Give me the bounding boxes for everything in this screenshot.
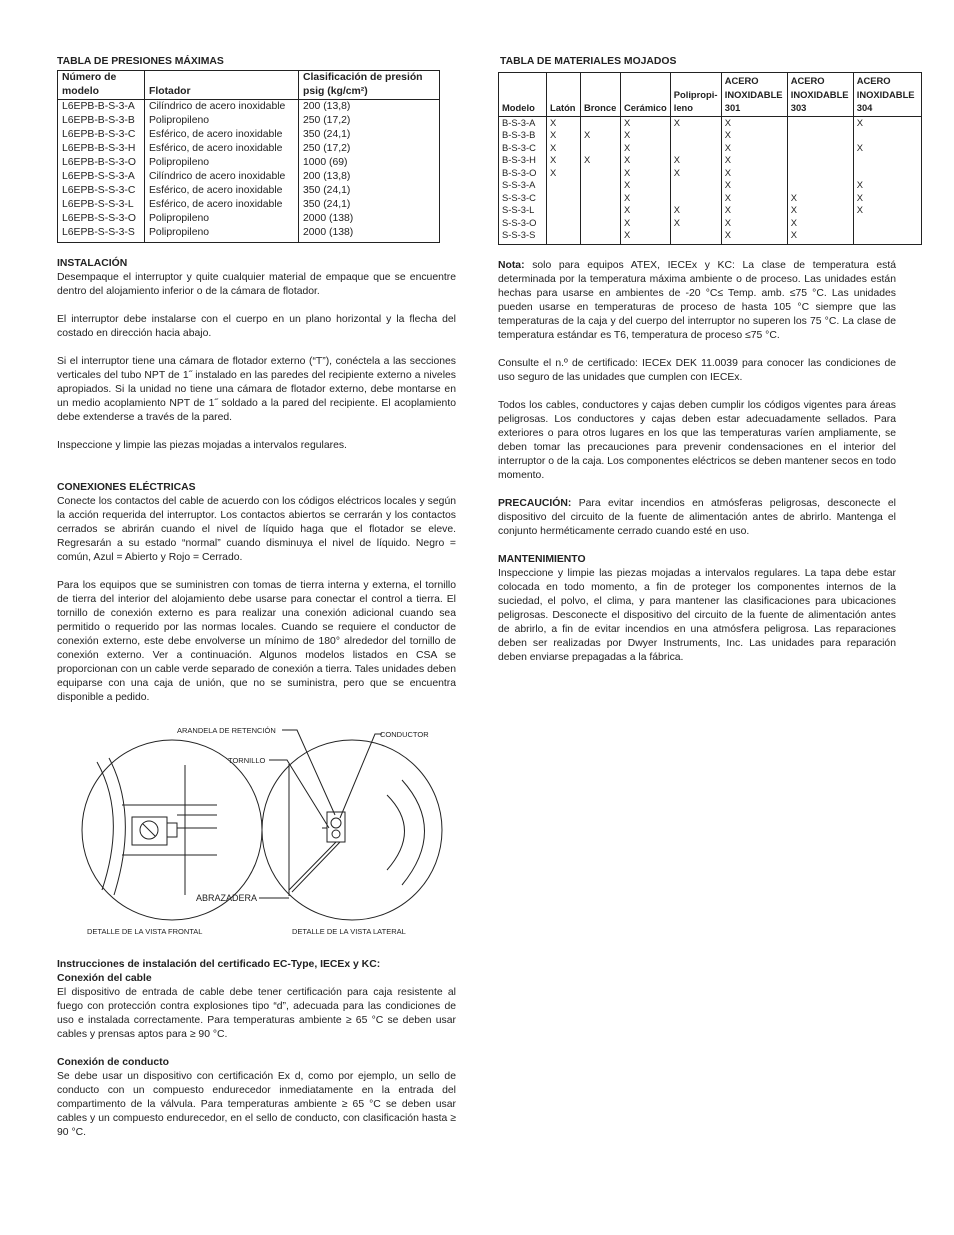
table-cell: Polipropileno <box>145 156 299 170</box>
materials-table-title: TABLA DE MATERIALES MOJADOS <box>500 56 677 67</box>
table-cell: Cilíndrico de acero inoxidable <box>145 100 299 115</box>
table-cell: 350 (24,1) <box>299 198 440 212</box>
table-cell: X <box>621 154 671 167</box>
installation-heading: INSTALACIÓN <box>57 258 128 269</box>
table-cell: X <box>787 192 853 205</box>
table-cell: S-S-3-C <box>499 192 547 205</box>
certificate-p2: Se debe usar un dispositivo con certificación Ex d, como por ejemplo, un sello de conducto con un compuesto endurecedor inmediatamente en la entrada del compartimento de la válvula. Para temperaturas ambiente ≥ 65 °C se deben usar cables y un compuesto endurecedor, en el sello de conducto, con clasificación hasta ≥ 90 °C. <box>57 1071 456 1138</box>
certificate-section <box>57 958 456 1140</box>
table-cell: X <box>581 129 621 142</box>
table-row <box>58 156 440 170</box>
header-acero-301: ACERO INOXIDABLE 301 <box>721 73 787 117</box>
clamp-line <box>289 842 336 890</box>
table-cell: 1000 (69) <box>299 156 440 170</box>
table-cell: L6EPB-S-S-3-L <box>58 198 145 212</box>
table-cell: Polipropileno <box>145 212 299 226</box>
table-row <box>58 114 440 128</box>
table-row <box>499 129 922 142</box>
table-cell <box>547 204 581 217</box>
table-row <box>58 142 440 156</box>
front-housing-curve-inner <box>109 758 125 895</box>
pressure-table-header <box>58 71 440 100</box>
side-housing-arc-inner <box>387 795 405 870</box>
certificate-sub1: Conexión del cable <box>57 973 152 984</box>
table-cell <box>547 179 581 192</box>
table-cell: X <box>670 116 721 129</box>
label-washer: ARANDELA DE RETENCIÓN <box>177 726 276 735</box>
table-cell: B-S-3-O <box>499 167 547 180</box>
left-column <box>57 55 456 705</box>
table-cell <box>787 179 853 192</box>
table-row <box>499 229 922 244</box>
header-ceramico: Cerámico <box>621 73 671 117</box>
clamp-line-2 <box>292 842 340 892</box>
table-cell: X <box>721 229 787 244</box>
table-row <box>58 128 440 142</box>
table-cell: X <box>547 129 581 142</box>
table-cell: X <box>721 129 787 142</box>
table-cell: 200 (13,8) <box>299 100 440 115</box>
table-cell <box>547 192 581 205</box>
certificate-heading: Instrucciones de instalación del certificado EC-Type, IECEx y KC: <box>57 959 381 970</box>
front-housing-curve <box>97 762 113 890</box>
header-pressure: Clasificación de presión psig (kg/cm²) <box>299 71 440 100</box>
table-cell <box>853 154 921 167</box>
table-cell: B-S-3-A <box>499 116 547 129</box>
table-row <box>499 167 922 180</box>
certificate-p1: El dispositivo de entrada de cable debe tener certificación para caja resistente al fuego con protección contra explosiones tipo “d”, adecuada para las condiciones de uso e instalada correctamente. Para temperaturas ambiente ≥ 65 °C se deben usar cables y prensas aptos para ≥ 90 °C. <box>57 987 456 1040</box>
table-cell: X <box>670 217 721 230</box>
table-cell: X <box>621 217 671 230</box>
grounding-figure <box>57 720 457 945</box>
table-row <box>58 198 440 212</box>
grounding-diagram <box>57 720 457 945</box>
caption-side: DETALLE DE LA VISTA LATERAL <box>292 927 406 936</box>
table-cell <box>787 129 853 142</box>
header-laton: Latón <box>547 73 581 117</box>
caution-paragraph <box>498 497 896 539</box>
installation-p1: Desempaque el interruptor y quite cualquier material de empaque que se encuentre dentro del alojamiento inferior o de la cámara de flotador. <box>57 272 456 297</box>
pressure-table-body <box>58 100 440 243</box>
table-cell: X <box>721 167 787 180</box>
table-cell <box>787 142 853 155</box>
table-cell: S-S-3-L <box>499 204 547 217</box>
cables-paragraph: Todos los cables, conductores y cajas deben cumplir los códigos vigentes para áreas peligrosas. Los conductores y cajas deben estar adecuadamente sellados. Para exteriores o para otros lugares en los que las temperaturas varíen ampliamente, se deben tomar las precauciones para prevenir condensaciones en el interior del interruptor o de la caja. Los componentes eléctricos se deben mantener secos en todo momento. <box>498 399 896 481</box>
table-cell: X <box>787 217 853 230</box>
label-clamp: ABRAZADERA <box>196 893 258 903</box>
pressure-table-title: TABLA DE PRESIONES MÁXIMAS <box>57 56 224 67</box>
table-cell <box>581 229 621 244</box>
table-cell: X <box>721 142 787 155</box>
table-cell: X <box>853 192 921 205</box>
materials-table-body <box>499 116 922 244</box>
table-row <box>58 184 440 198</box>
table-cell: X <box>853 179 921 192</box>
table-cell: 2000 (138) <box>299 212 440 226</box>
table-cell: B-S-3-B <box>499 129 547 142</box>
table-cell: X <box>787 229 853 244</box>
header-model: Número de modelo <box>58 71 145 100</box>
table-cell: X <box>581 154 621 167</box>
table-cell: X <box>853 142 921 155</box>
table-cell: L6EPB-B-S-3-O <box>58 156 145 170</box>
table-cell <box>581 192 621 205</box>
materials-table <box>498 72 922 245</box>
table-cell: Esférico, de acero inoxidable <box>145 128 299 142</box>
table-cell: Esférico, de acero inoxidable <box>145 184 299 198</box>
table-cell: X <box>721 217 787 230</box>
caption-front: DETALLE DE LA VISTA FRONTAL <box>87 927 203 936</box>
table-cell: X <box>621 204 671 217</box>
table-cell: 250 (17,2) <box>299 142 440 156</box>
table-cell <box>547 217 581 230</box>
installation-p2: El interruptor debe instalarse con el cuerpo en un plano horizontal y la flecha del costado en dirección hacia abajo. <box>57 314 456 339</box>
electrical-p1: Conecte los contactos del cable de acuerdo con los códigos eléctricos locales y según la acción requerida del interruptor. Los contactos abiertos se cerrarán y los contactos cerrados se abrirán cuando el nivel de líquido haga que el flotador se eleve. Regresarán a su estado “normal” cuando disminuya el nivel de líquido. Negro = común, Azul = Abierto y Rojo = Cerrado. <box>57 496 456 563</box>
maintenance-p1: Inspeccione y limpie las piezas mojadas a intervalos regulares. La tapa debe estar colocada en todo momento, a fin de proteger los componentes internos de la suciedad, el polvo, el clima, y para mantener las clasificaciones para ubicaciones peligrosas. Desconecte el dispositivo del circuito de la fuente de alimentación antes de abrirlo, a fin de evitar incendios en una atmósfera peligrosa. Las reparaciones deben ser realizadas por Dwyer Instruments, Inc. Las unidades para reparación deben enviarse prepagadas a la fábrica. <box>498 567 896 663</box>
table-cell: X <box>547 142 581 155</box>
leader-screw <box>269 760 329 828</box>
pressure-table <box>57 70 440 243</box>
table-cell: X <box>853 116 921 129</box>
table-cell <box>670 142 721 155</box>
table-cell <box>670 129 721 142</box>
table-cell: S-S-3-O <box>499 217 547 230</box>
table-cell: X <box>721 204 787 217</box>
table-cell <box>853 229 921 244</box>
note-label: Nota: <box>498 259 525 271</box>
table-cell <box>853 167 921 180</box>
table-cell: L6EPB-B-S-3-B <box>58 114 145 128</box>
header-acero-303: ACERO INOXIDABLE 303 <box>787 73 853 117</box>
table-cell <box>581 142 621 155</box>
table-cell <box>581 179 621 192</box>
label-conductor: CONDUCTOR <box>380 730 429 739</box>
certificate-sub2: Conexión de conducto <box>57 1057 169 1068</box>
table-cell <box>547 229 581 244</box>
table-cell: X <box>787 204 853 217</box>
table-cell: 250 (17,2) <box>299 114 440 128</box>
right-column <box>498 55 915 665</box>
table-cell <box>670 179 721 192</box>
table-cell: S-S-3-S <box>499 229 547 244</box>
side-screw-icon <box>331 818 341 828</box>
caution-label: PRECAUCIÓN: <box>498 497 572 509</box>
table-row <box>499 217 922 230</box>
table-row <box>499 204 922 217</box>
table-cell: 2000 (138) <box>299 226 440 243</box>
front-screw-slot <box>143 824 155 836</box>
table-row <box>499 142 922 155</box>
side-washer-icon <box>332 830 340 838</box>
table-cell: X <box>621 116 671 129</box>
table-row <box>499 154 922 167</box>
table-cell: Esférico, de acero inoxidable <box>145 198 299 212</box>
table-cell: X <box>621 167 671 180</box>
table-cell <box>670 229 721 244</box>
installation-p3: Si el interruptor tiene una cámara de flotador externo (“T”), conéctela a las secciones verticales del tubo NPT de 1˝ instalado en las paredes del recipiente externo a niveles apropiados. Si la unidad no tiene una cámara de flotador externo, debe montarse en un medio acoplamiento NPT de 1˝ soldado a la pared del recipiente. El acoplamiento debe extenderse a través de la pared. <box>57 356 456 423</box>
table-cell: Cilíndrico de acero inoxidable <box>145 170 299 184</box>
table-cell: X <box>721 154 787 167</box>
table-row <box>499 192 922 205</box>
header-bronce: Bronce <box>581 73 621 117</box>
table-cell: X <box>721 179 787 192</box>
table-cell <box>670 192 721 205</box>
side-housing-arc <box>402 780 425 885</box>
table-cell: X <box>547 154 581 167</box>
table-cell: L6EPB-S-S-3-C <box>58 184 145 198</box>
table-cell <box>581 116 621 129</box>
table-cell <box>581 217 621 230</box>
table-cell: X <box>621 129 671 142</box>
table-cell: Esférico, de acero inoxidable <box>145 142 299 156</box>
table-cell: 350 (24,1) <box>299 128 440 142</box>
note-paragraph <box>498 259 896 343</box>
electrical-heading: CONEXIONES ELÉCTRICAS <box>57 482 196 493</box>
table-cell: L6EPB-B-S-3-H <box>58 142 145 156</box>
table-cell: X <box>621 179 671 192</box>
table-cell: X <box>670 204 721 217</box>
label-screw: TORNILLO <box>228 756 266 765</box>
table-cell: L6EPB-S-S-3-S <box>58 226 145 243</box>
header-acero-304: ACERO INOXIDABLE 304 <box>853 73 921 117</box>
table-cell: X <box>621 192 671 205</box>
materials-table-header <box>499 73 922 117</box>
leader-washer <box>282 730 335 815</box>
table-cell: 200 (13,8) <box>299 170 440 184</box>
header-float: Flotador <box>145 71 299 100</box>
table-cell <box>581 204 621 217</box>
header-polipropileno: Polipropi-leno <box>670 73 721 117</box>
front-lug-tab <box>167 823 177 837</box>
side-view <box>259 730 442 920</box>
table-cell: S-S-3-A <box>499 179 547 192</box>
table-row <box>58 170 440 184</box>
installation-p4: Inspeccione y limpie las piezas mojadas a intervalos regulares. <box>57 440 347 451</box>
table-cell: X <box>547 167 581 180</box>
leader-conductor <box>340 734 382 818</box>
note-text: solo para equipos ATEX, IECEx y KC: La clase de temperatura está determinada por la temperatura máxima ambiente o de proceso. Las unidades están hechas para usarse en ambientes de -20 °C≤ Temp. amb. ≤75 °C. Las unidades pueden usarse en temperaturas de proceso de hasta 105 °C siempre que las temperaturas de la caja y del cuerpo del interruptor no superen los 75 °C. La clase de temperatura estándar es T6, temperatura de proceso ≤75 °C. <box>498 259 896 341</box>
table-cell: Polipropileno <box>145 114 299 128</box>
table-cell: X <box>721 116 787 129</box>
table-cell: L6EPB-B-S-3-C <box>58 128 145 142</box>
table-row <box>58 212 440 226</box>
table-row <box>58 100 440 115</box>
table-cell: X <box>621 142 671 155</box>
table-cell: L6EPB-B-S-3-A <box>58 100 145 115</box>
table-cell: X <box>853 204 921 217</box>
table-cell: X <box>621 229 671 244</box>
table-row <box>58 226 440 243</box>
table-cell: B-S-3-H <box>499 154 547 167</box>
table-row <box>499 116 922 129</box>
table-cell: X <box>670 167 721 180</box>
table-cell <box>581 167 621 180</box>
table-row <box>499 179 922 192</box>
table-cell <box>853 129 921 142</box>
cert-paragraph: Consulte el n.º de certificado: IECEx DEK 11.0039 para conocer las condiciones de uso seguro de las unidades que cumplen con IECEx. <box>498 357 896 383</box>
table-cell: X <box>670 154 721 167</box>
table-cell: Polipropileno <box>145 226 299 243</box>
table-cell <box>787 116 853 129</box>
caution-text: Para evitar incendios en atmósferas peligrosas, desconecte el dispositivo del circuito de la fuente de alimentación antes de abrirlo. Mantenga el conjunto herméticamente cerrado cuando esté en uso. <box>498 497 896 537</box>
header-modelo: Modelo <box>499 73 547 117</box>
table-cell <box>853 217 921 230</box>
table-cell: 350 (24,1) <box>299 184 440 198</box>
electrical-p2: Para los equipos que se suministren con tomas de tierra interna y externa, el tornillo de tierra del interior del alojamiento debe usarse para conectar el control a tierra. El tornillo de conexión externo es para realizar una conexión adicional cuando sea permitido o requerido por las normas locales. Cuando se requiere el conductor de conexión externo, este debe envolverse un mínimo de 180° alrededor del tornillo de conexión externo. Ver a continuación. Algunos modelos listados en CSA se proporcionan con un cable verde separado de conexión a tierra. Tales unidades deben equiparse con una caja de unión, que no se suministra, pero que se encuentra disponible a pedido. <box>57 580 456 703</box>
table-cell: X <box>547 116 581 129</box>
table-cell: X <box>721 192 787 205</box>
table-cell: L6EPB-S-S-3-A <box>58 170 145 184</box>
maintenance-heading: MANTENIMIENTO <box>498 553 586 565</box>
table-cell <box>787 167 853 180</box>
table-cell: L6EPB-S-S-3-O <box>58 212 145 226</box>
table-cell: B-S-3-C <box>499 142 547 155</box>
table-cell <box>787 154 853 167</box>
